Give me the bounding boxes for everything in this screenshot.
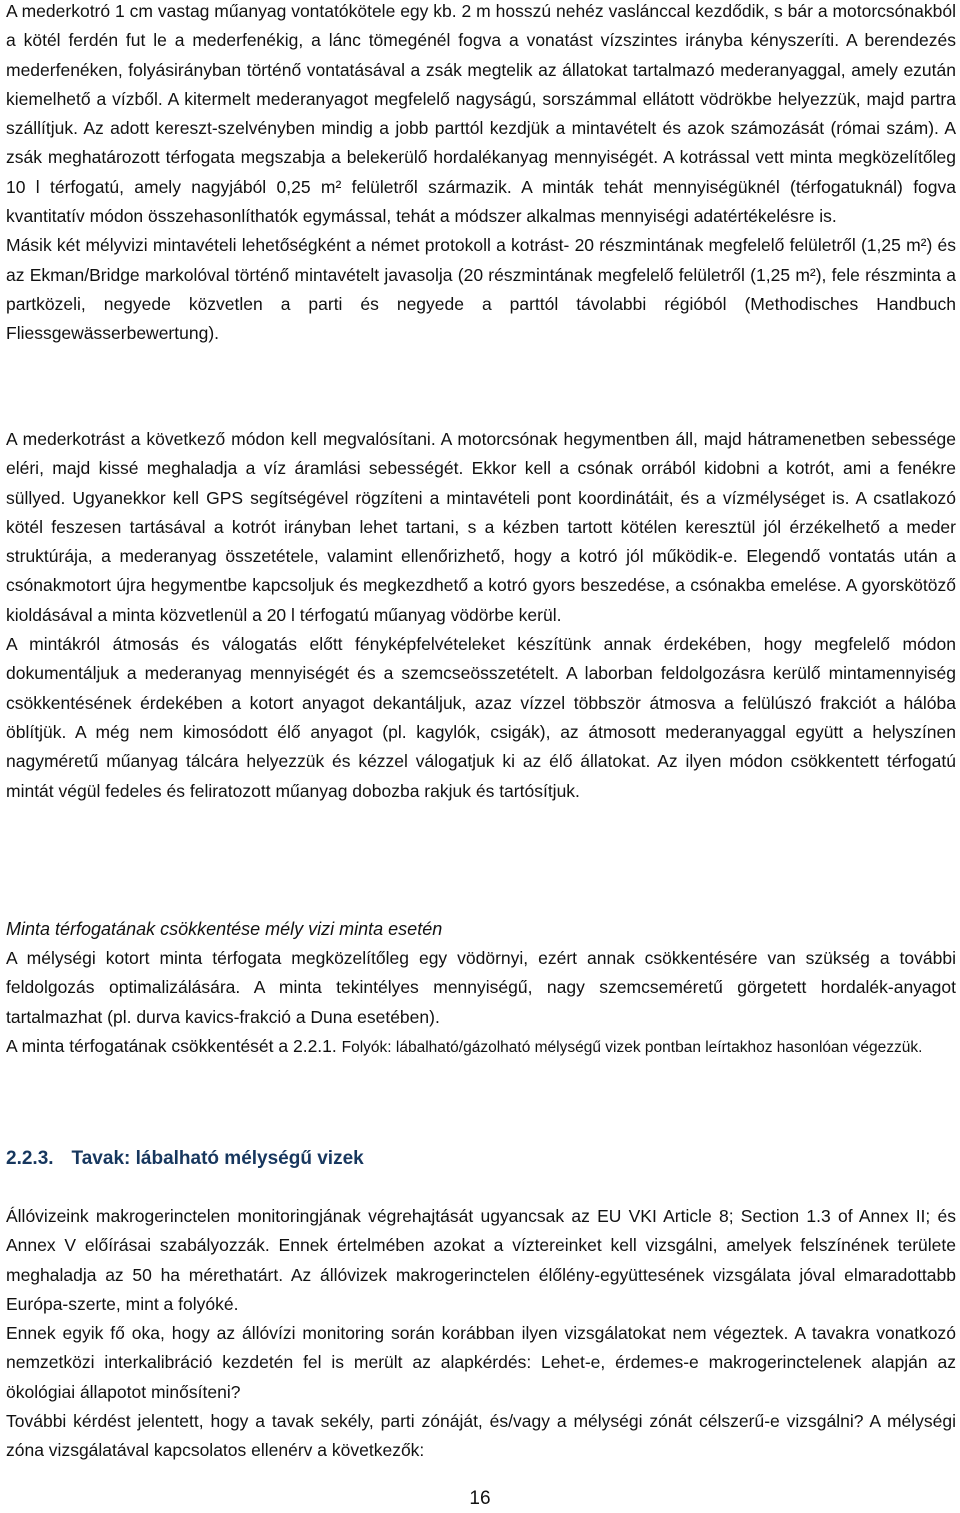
page-number: 16 xyxy=(469,1488,491,1509)
text-block-dredge-description xyxy=(6,0,956,349)
section-title: Tavak: lábalható mélységű vizek xyxy=(71,1148,364,1169)
text-block-lakes xyxy=(6,1202,956,1466)
paragraph: A mélységi kotort minta térfogata megközelítőleg egy vödörnyi, ezért annak csökkentésére van szükség a további feldolgozás optimalizálására. A minta tekintélyes mennyiségű, nagy szemcseméretű görgetett hordalék-anyagot tartalmazhat (pl. durva kavics-frakció a Duna esetében). xyxy=(6,948,956,1027)
text-block-volume-reduction xyxy=(6,944,956,1062)
paragraph-reference-text: Folyók: lábalható/gázolható mélységű vizek pontban leírtakhoz hasonlóan végezzük. xyxy=(341,1038,923,1056)
paragraph: A mintákról átmosás és válogatás előtt fényképfelvételeket készítünk annak érdekében, hogy megfelelő módon dokumentáljuk a mederanyag mennyiségét és a szemcseösszetételt. A laborban feldolgozásra kerülő mintamennyiség csökkentésének érdekében a kotort anyagot dekantáljuk, azaz vízzel többször átmosva a felülúszó frakciót a hálóba öblítjük. A még nem kimosódott élő anyagot (pl. kagylók, csigák), az átmosott mederanyaggal együtt a helyszínen nagyméretű műanyag tálcára helyezzük és kézzel válogatjuk ki az élő állatokat. Az ilyen módon csökkentett térfogatú mintát végül fedeles és feliratozott műanyag dobozba rakjuk és tartósítjuk. xyxy=(6,634,956,801)
section-number: 2.2.3. xyxy=(6,1148,54,1169)
paragraph-main-text: A minta térfogatának csökkentését a 2.2.1. xyxy=(6,1035,342,1056)
paragraph: A mederkotró 1 cm vastag műanyag vontatókötele egy kb. 2 m hosszú nehéz vaslánccal kezdődik, s bár a motorcsónakból a kötél ferdén fut le a mederfenékig, a lánc tömegénél fogva a vonatást vízszintes irányba kényszeríti. A berendezés mederfenéken, folyásirányban történő vontatásával a zsák megtelik az állatokat tartalmazó mederanyaggal, amely ezután kiemelhető a vízből. A kitermelt mederanyagot megfelelő nagyságú, sorszámmal ellátott vödrökbe helyezzük, majd partra szállítjuk. Az adott kereszt-szelvényben mindig a jobb parttól kezdjük a mintavételt és azok számozását (római szám). A zsák meghatározott térfogata megszabja a belekerülő hordalékanyag mennyiségét. A kotrással vett minta megközelítőleg 10 l térfogatú, amely nagyjából 0,25 m² felületről származik. A minták tehát mennyiségüknél (térfogatuknál) fogva kvantitatív módon összehasonlíthatók egymással, tehát a módszer alkalmas mennyiségi adatértékelésre is. xyxy=(6,1,956,227)
paragraph: További kérdést jelentett, hogy a tavak sekély, parti zónáját, és/vagy a mélységi zónát célszerű-e vizsgálni? A mélységi zóna vizsgálatával kapcsolatos ellenérv a következők: xyxy=(6,1411,956,1461)
section-heading xyxy=(6,1144,364,1173)
paragraph: Állóvizeink makrogerinctelen monitoringjának végrehajtását ugyancsak az EU VKI Article 8; Section 1.3 of Annex II; és Annex V előírásai szabályozzák. Ennek értelmében azokat a víztereinket kell vizsgálni, amelyek felszínének területe meghaladja az 50 ha mérethatárt. Az állóvizek makrogerinctelen élőlény-együttesének vizsgálata jóval elmaradottabb Európa-szerte, mint a folyóké. xyxy=(6,1206,956,1314)
paragraph: A mederkotrást a következő módon kell megvalósítani. A motorcsónak hegymentben áll, majd hátramenetben sebessége eléri, majd kissé meghaladja a víz áramlási sebességét. Ekkor kell a csónak orrából kidobni a kotrót, ami a fenékre süllyed. Ugyanekkor kell GPS segítségével rögzíteni a mintavételi pont koordinátáit, és a vízmélységet is. A csatlakozó kötél feszesen tartásával a kotrót irányban lehet tartani, s a kézben tartott kötélen keresztül jól érzékelhető a meder struktúrája, a mederanyag összetétele, valamint ellenőrizhető, hogy a kotró jól működik-e. Elegendő vontatás után a csónakmotort újra hegymentbe kapcsoljuk és megkezdhető a kotró gyors beszedése, a csónakba emelése. A gyorskötöző kioldásával a minta közvetlenül a 20 l térfogatú műanyag vödörbe kerül. xyxy=(6,429,956,625)
subheading: Minta térfogatának csökkentése mély vizi minta esetén xyxy=(6,919,443,939)
paragraph: Ennek egyik fő oka, hogy az állóvízi monitoring során korábban ilyen vizsgálatokat nem végeztek. A tavakra vonatkozó nemzetközi interkalibráció kezdetén fel is merült az alapkérdés: Lehet-e, érdemes-e makrogerinctelenek alapján az ökológiai állapotot minősíteni? xyxy=(6,1323,956,1402)
paragraph xyxy=(6,1032,956,1062)
paragraph: Másik két mélyvizi mintavételi lehetőségként a német protokoll a kotrást- 20 részmintának megfelelő felületről (1,25 m²) és az Ekman/Bridge markolóval történő mintavételt javasolja (20 részmintának megfelelő felületről (1,25 m²), fele részminta a partközeli, negyede közvetlen a parti és negyede a parttól távolabbi régióból (Methodisches Handbuch Fliessgewässerbewertung). xyxy=(6,235,956,344)
text-block-dredge-procedure xyxy=(6,425,956,806)
